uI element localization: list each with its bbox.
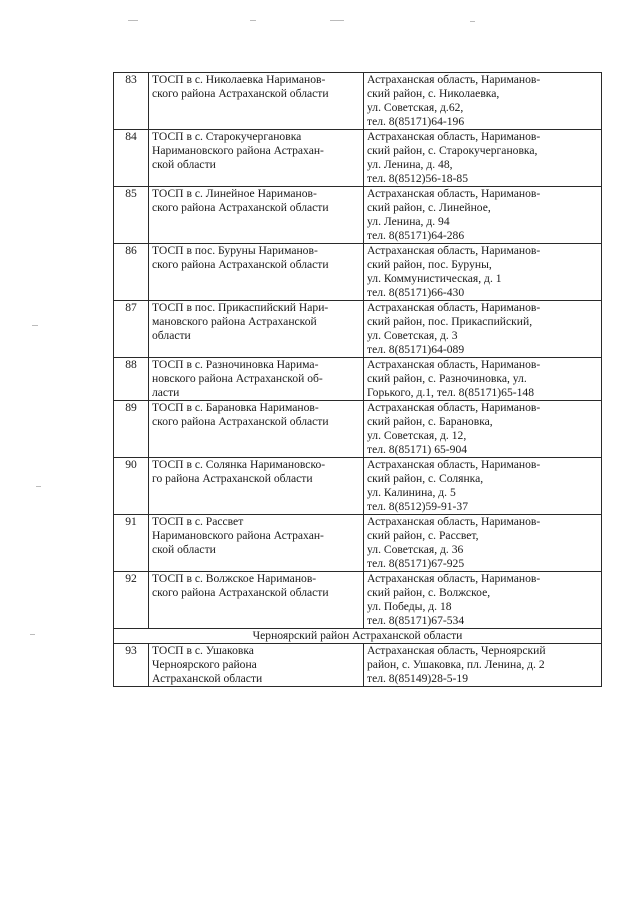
table-row [114,244,602,301]
address-cell [364,187,602,244]
scan-speck [470,21,475,22]
address-line: тел. 8(85171)64-196 [367,115,465,128]
office-name-line: ТОСП в с. Разночиновка Нарима- [152,358,319,371]
registry-table-body [114,73,602,687]
office-name-line: ТОСП в пос. Прикаспийский Нари- [152,301,329,314]
office-name-cell [149,73,364,130]
table-row [114,644,602,687]
office-name-cell [149,644,364,687]
address-line: ул. Советская, д.62, [367,101,464,114]
section-heading: Черноярский район Астраханской области [114,629,602,644]
office-name-line: ТОСП в с. Линейное Нариманов- [152,187,317,200]
office-name-line: ского района Астраханской области [152,415,329,428]
office-name-line: Черноярского района [152,658,257,671]
address-line: Астраханская область, Черноярский [367,644,546,657]
office-name-cell [149,458,364,515]
address-line: тел. 8(85171)64-089 [367,343,465,356]
address-line: ский район, с. Николаевка, [367,87,500,100]
address-line: Астраханская область, Нариманов- [367,358,541,371]
office-name-line: ского района Астраханской области [152,258,329,271]
address-line: Астраханская область, Нариманов- [367,401,541,414]
address-line: ул. Калинина, д. 5 [367,486,456,499]
scan-speck [30,634,35,635]
address-line: тел. 8(85171) 65-904 [367,443,468,456]
table-row [114,401,602,458]
address-cell [364,73,602,130]
office-name-cell [149,515,364,572]
address-line: ул. Советская, д. 36 [367,543,464,556]
registry-table [113,72,602,687]
table-row [114,187,602,244]
office-name-cell [149,130,364,187]
address-line: Астраханская область, Нариманов- [367,130,541,143]
address-line: ул. Ленина, д. 94 [367,215,450,228]
address-line: ул. Ленина, д. 48, [367,158,453,171]
table-row [114,130,602,187]
address-line: ский район, с. Линейное, [367,201,491,214]
row-number: 93 [114,644,149,687]
office-name-line: ласти [152,386,180,399]
office-name-line: ского района Астраханской области [152,201,329,214]
office-name-line: области [152,329,191,342]
address-line: тел. 8(8512)59-91-37 [367,500,469,513]
address-line: тел. 8(85149)28-5-19 [367,672,469,685]
table-row [114,572,602,629]
address-cell [364,572,602,629]
office-name-line: ТОСП в с. Старокучергановка [152,130,302,143]
section-heading-row [114,629,602,644]
address-line: Астраханская область, Нариманов- [367,187,541,200]
office-name-line: Астраханской области [152,672,263,685]
address-cell [364,644,602,687]
address-line: Астраханская область, Нариманов- [367,572,541,585]
scan-speck [330,20,344,21]
table-row [114,301,602,358]
office-name-cell [149,187,364,244]
address-line: тел. 8(85171)66-430 [367,286,465,299]
address-line: ский район, с. Старокучергановка, [367,144,538,157]
office-name-line: новского района Астраханской об- [152,372,323,385]
office-name-line: ского района Астраханской области [152,87,329,100]
office-name-line: ТОСП в пос. Буруны Нариманов- [152,244,318,257]
address-line: тел. 8(85171)67-534 [367,614,465,627]
address-line: ский район, пос. Буруны, [367,258,492,271]
address-line: ский район, с. Рассвет, [367,529,479,542]
address-line: ский район, с. Волжское, [367,586,491,599]
address-cell [364,244,602,301]
office-name-line: ТОСП в с. Солянка Наримановско- [152,458,326,471]
office-name-cell [149,401,364,458]
table-row [114,73,602,130]
address-cell [364,301,602,358]
address-line: ул. Победы, д. 18 [367,600,452,613]
address-line: Астраханская область, Нариманов- [367,515,541,528]
address-line: ский район, пос. Прикаспийский, [367,315,533,328]
address-line: Астраханская область, Нариманов- [367,244,541,257]
address-line: Астраханская область, Нариманов- [367,301,541,314]
address-cell [364,515,602,572]
address-line: Горького, д.1, тел. 8(85171)65-148 [367,386,534,399]
address-line: ул. Коммунистическая, д. 1 [367,272,502,285]
office-name-line: ТОСП в с. Ушаковка [152,644,254,657]
address-line: ул. Советская, д. 12, [367,429,467,442]
table-row [114,358,602,401]
scan-speck [128,20,138,21]
office-name-line: ТОСП в с. Барановка Нариманов- [152,401,319,414]
office-name-line: Наримановского района Астрахан- [152,144,324,157]
office-name-line: ТОСП в с. Рассвет [152,515,244,528]
office-name-line: ТОСП в с. Волжское Нариманов- [152,572,317,585]
address-line: тел. 8(85171)67-925 [367,557,465,570]
row-number: 84 [114,130,149,187]
office-name-cell [149,244,364,301]
office-name-line: го района Астраханской области [152,472,313,485]
row-number: 86 [114,244,149,301]
address-line: ский район, с. Солянка, [367,472,484,485]
table-row [114,458,602,515]
office-name-line: Наримановского района Астрахан- [152,529,324,542]
office-name-line: ской области [152,543,216,556]
row-number: 83 [114,73,149,130]
office-name-line: мановского района Астраханской [152,315,317,328]
office-name-line: ской области [152,158,216,171]
row-number: 87 [114,301,149,358]
address-line: Астраханская область, Нариманов- [367,458,541,471]
scan-speck [250,20,256,21]
address-line: Астраханская область, Нариманов- [367,73,541,86]
table-row [114,515,602,572]
row-number: 90 [114,458,149,515]
address-line: ский район, с. Барановка, [367,415,493,428]
address-line: тел. 8(85171)64-286 [367,229,465,242]
office-name-cell [149,358,364,401]
address-cell [364,358,602,401]
office-name-line: ТОСП в с. Николаевка Нариманов- [152,73,326,86]
address-cell [364,401,602,458]
office-name-line: ского района Астраханской области [152,586,329,599]
office-name-cell [149,572,364,629]
address-cell [364,458,602,515]
row-number: 92 [114,572,149,629]
scan-speck [36,486,41,487]
address-line: тел. 8(8512)56-18-85 [367,172,469,185]
row-number: 85 [114,187,149,244]
address-line: ул. Советская, д. 3 [367,329,458,342]
address-line: район, с. Ушаковка, пл. Ленина, д. 2 [367,658,545,671]
address-line: ский район, с. Разночиновка, ул. [367,372,527,385]
row-number: 88 [114,358,149,401]
office-name-cell [149,301,364,358]
address-cell [364,130,602,187]
scan-speck [32,325,38,326]
row-number: 89 [114,401,149,458]
row-number: 91 [114,515,149,572]
